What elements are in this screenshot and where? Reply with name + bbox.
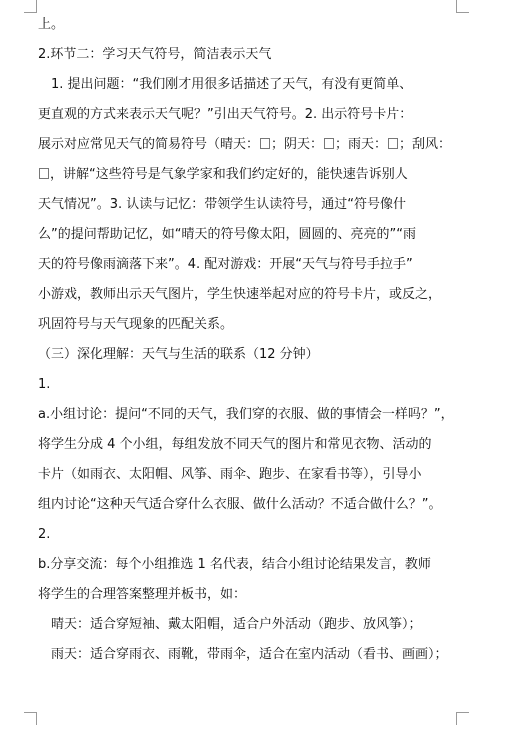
text-line: 更直观的方式来表示天气呢？”引出天气符号。2. 出示符号卡片：: [38, 107, 413, 122]
text-line: 将学生的合理答案整理并板书，如：: [38, 587, 247, 602]
list-number: 1.: [38, 377, 51, 392]
document-body: [38, 10, 468, 670]
text-fragment: ；刮风：: [399, 137, 452, 152]
page-corner-mark: [456, 712, 469, 725]
text-line: b.分享交流：每个小组推选 1 名代表，结合小组讨论结果发言，教师: [38, 557, 431, 572]
text-fragment: ；阴天：: [271, 137, 324, 152]
text-line: 小游戏，教师出示天气图片，学生快速举起对应的符号卡片，或反之，: [38, 287, 442, 302]
text-line: a.小组讨论：提问“不同的天气，我们穿的衣服、做的事情会一样吗？”，: [38, 407, 454, 422]
text-line-symbols: [38, 130, 468, 160]
text-line: 将学生分成 4 个小组，每组发放不同天气的图片和常见衣物、活动的: [38, 437, 432, 452]
page-corner-mark: [24, 0, 37, 13]
text-line: 么”的提问帮助记忆，如“晴天的符号像太阳，圆圆的、亮亮的”“雨: [38, 227, 416, 242]
text-line: 1. 提出问题：“我们刚才用很多话描述了天气，有没有更简单、: [51, 77, 413, 92]
text-line: 天气情况”。3. 认读与记忆：带领学生认读符号，通过“符号像什: [38, 197, 407, 212]
text-line: 晴天：适合穿短袖、戴太阳帽，适合户外活动（跑步、放风筝）；: [51, 617, 422, 632]
list-number: 2.: [38, 527, 51, 542]
cloudy-symbol-icon: [324, 138, 334, 149]
sunny-symbol-icon: [260, 138, 270, 149]
rainy-symbol-icon: [388, 138, 398, 149]
text-line: 卡片（如雨衣、太阳帽、风筝、雨伞、跑步、在家看书等），引导小: [38, 467, 422, 482]
text-fragment: 展示对应常见天气的简易符号（晴天：: [38, 137, 260, 152]
text-line: 天的符号像雨滴落下来”。4. 配对游戏：开展“天气与符号手拉手”: [38, 257, 413, 272]
text-line: 巩固符号与天气现象的匹配关系。: [38, 317, 234, 332]
windy-symbol-icon: [39, 168, 49, 179]
section-heading: 2.环节二：学习天气符号，简洁表示天气: [38, 47, 272, 62]
text-line: [38, 160, 468, 190]
text-fragment: ；雨天：: [335, 137, 388, 152]
text-line: 组内讨论“这种天气适合穿什么衣服、做什么活动？不适合做什么？”。: [38, 497, 442, 512]
text-line: 上。: [38, 17, 65, 32]
page-corner-mark: [24, 712, 37, 725]
text-line: 雨天：适合穿雨衣、雨靴，带雨伞，适合在室内活动（看书、画画）；: [51, 647, 448, 662]
text-fragment: ，讲解“这些符号是气象学家和我们约定好的，能快速告诉别人: [50, 167, 408, 182]
section-heading: （三）深化理解：天气与生活的联系（12 分钟）: [38, 347, 319, 362]
